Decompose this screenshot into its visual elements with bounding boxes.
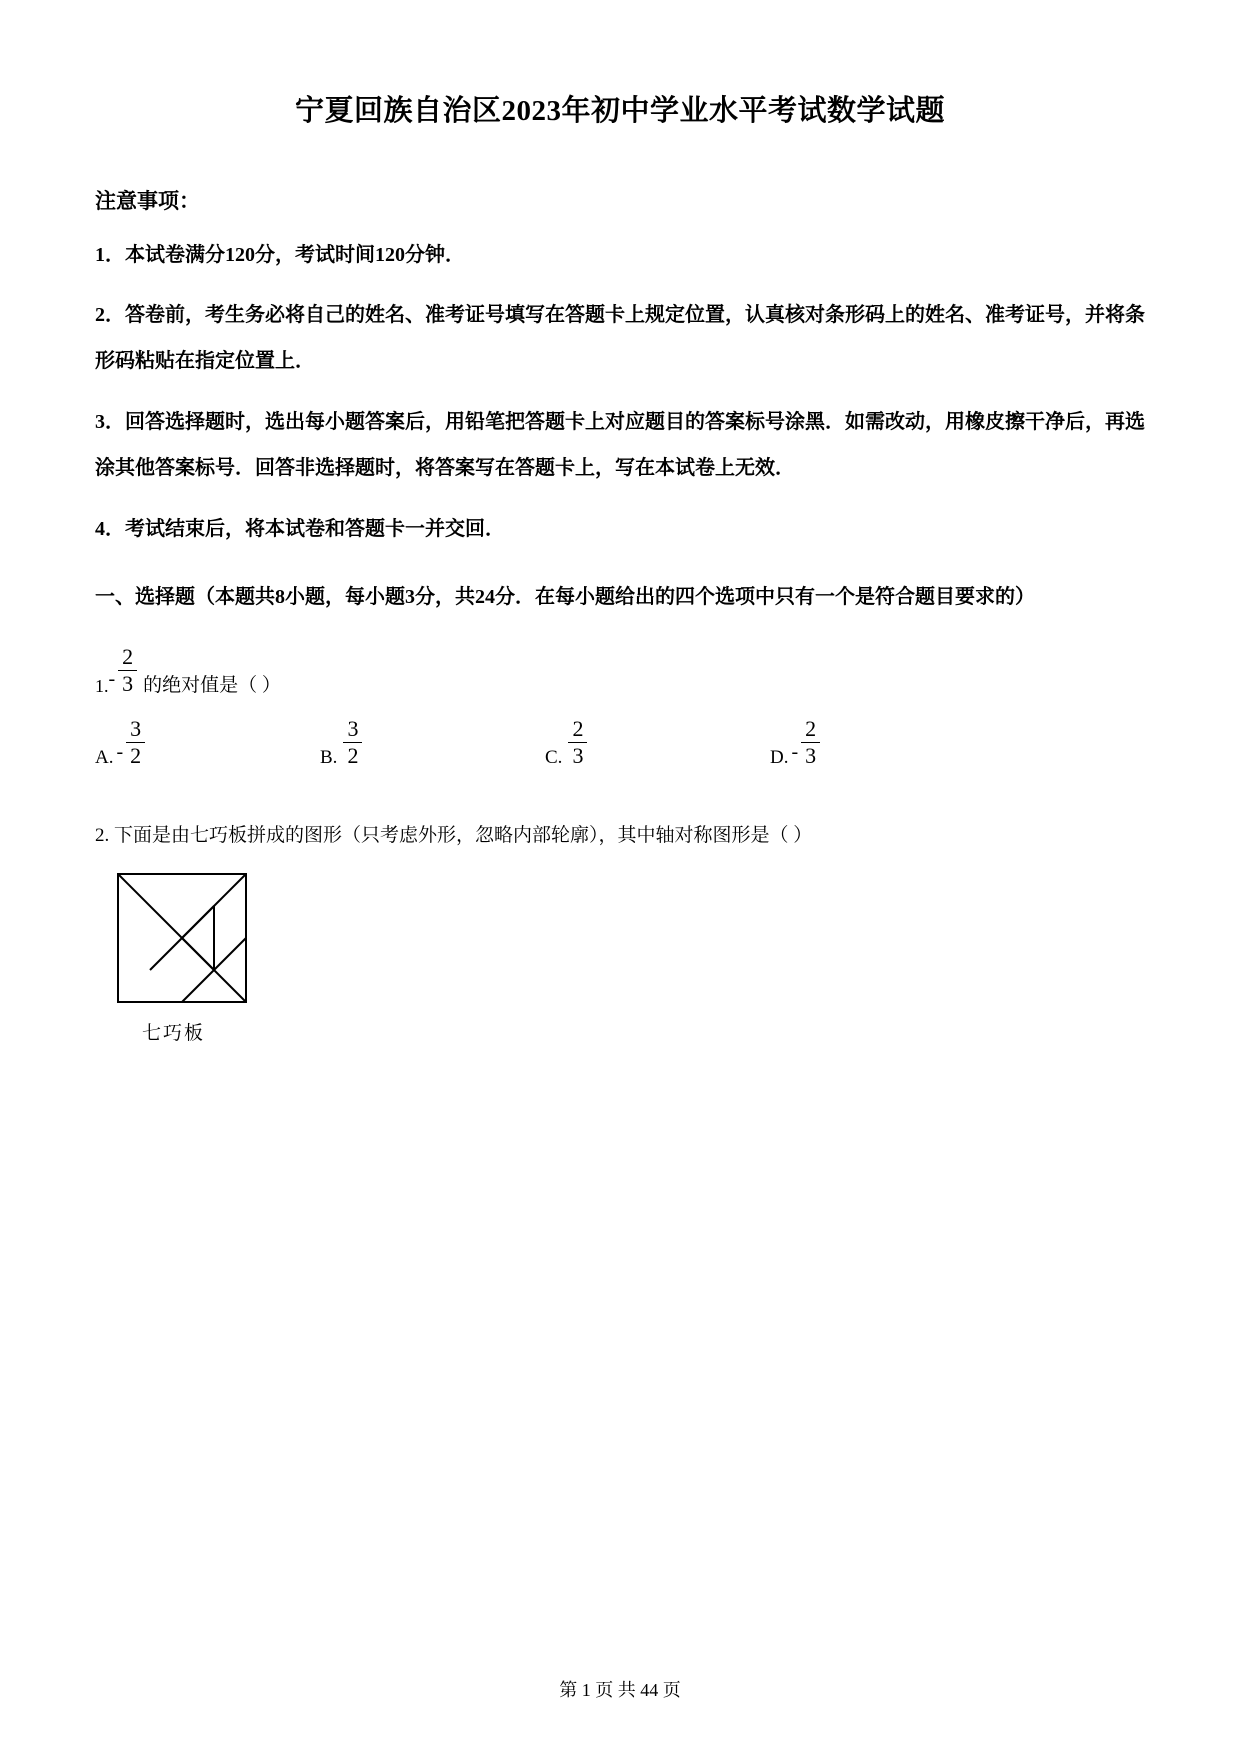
fraction-denominator: 3	[801, 742, 820, 768]
option-a[interactable]	[95, 716, 320, 775]
question-1-text: 的绝对值是（ ）	[143, 674, 281, 696]
question-1-options	[95, 716, 1145, 775]
question-2-stem: 2. 下面是由七巧板拼成的图形（只考虑外形，忽略内部轮廓），其中轴对称图形是（ ）	[95, 824, 813, 846]
notice-item-1: 1．本试卷满分120分，考试时间120分钟．	[95, 243, 465, 266]
notice-item-2: 2．答卷前，考生务必将自己的姓名、准考证号填写在答题卡上规定位置，认真核对条形码上的姓名、准考证号，并将条形码粘贴在指定位置上．	[95, 304, 1145, 373]
notice-heading: 注意事项：	[95, 189, 200, 214]
option-c-fraction	[568, 717, 587, 768]
option-a-label: A.	[95, 747, 114, 769]
option-a-fraction	[126, 717, 145, 768]
fraction-numerator: 3	[130, 716, 142, 742]
fraction-denominator: 2	[126, 742, 145, 768]
tangram-icon	[117, 873, 247, 1003]
fraction-denominator: 2	[343, 742, 362, 768]
fraction-numerator: 2	[572, 716, 584, 742]
fraction-denominator: 3	[118, 670, 137, 696]
option-b-fraction	[343, 717, 362, 768]
page-title: 宁夏回族自治区2023年初中学业水平考试数学试题	[294, 95, 945, 127]
fraction-numerator: 2	[805, 716, 817, 742]
question-1-stem	[95, 643, 1145, 702]
option-a-sign: -	[116, 740, 124, 763]
tangram-caption: 七巧板	[142, 1023, 206, 1045]
option-d-sign: -	[791, 740, 799, 763]
option-c[interactable]	[545, 716, 770, 775]
question-1-sign: -	[108, 668, 116, 691]
option-d-fraction	[801, 717, 820, 768]
page-footer: 第 1 页 共 44 页	[559, 1680, 681, 1700]
option-c-label: C.	[545, 747, 563, 769]
option-d[interactable]	[770, 716, 995, 775]
section-heading-choice: 一、选择题（本题共8小题，每小题3分，共24分．在每小题给出的四个选项中只有一个是符合题目要求的）	[95, 585, 1035, 608]
fraction-numerator: 2	[122, 643, 134, 669]
question-1-fraction	[118, 645, 137, 696]
fraction-numerator: 3	[347, 716, 359, 742]
question-1	[95, 643, 1145, 775]
notice-item-4: 4．考试结束后，将本试卷和答题卡一并交回．	[95, 517, 505, 540]
option-b-label: B.	[320, 747, 338, 769]
option-d-label: D.	[770, 747, 789, 769]
option-b[interactable]	[320, 716, 545, 775]
tangram-figure	[117, 873, 1145, 1045]
fraction-denominator: 3	[568, 742, 587, 768]
question-1-number: 1.	[95, 676, 109, 697]
notice-item-3: 3．回答选择题时，选出每小题答案后，用铅笔把答题卡上对应题目的答案标号涂黑．如需改动，用橡皮擦干净后，再选涂其他答案标号．回答非选择题时，将答案写在答题卡上，写在本试卷上无效．	[95, 410, 1145, 480]
